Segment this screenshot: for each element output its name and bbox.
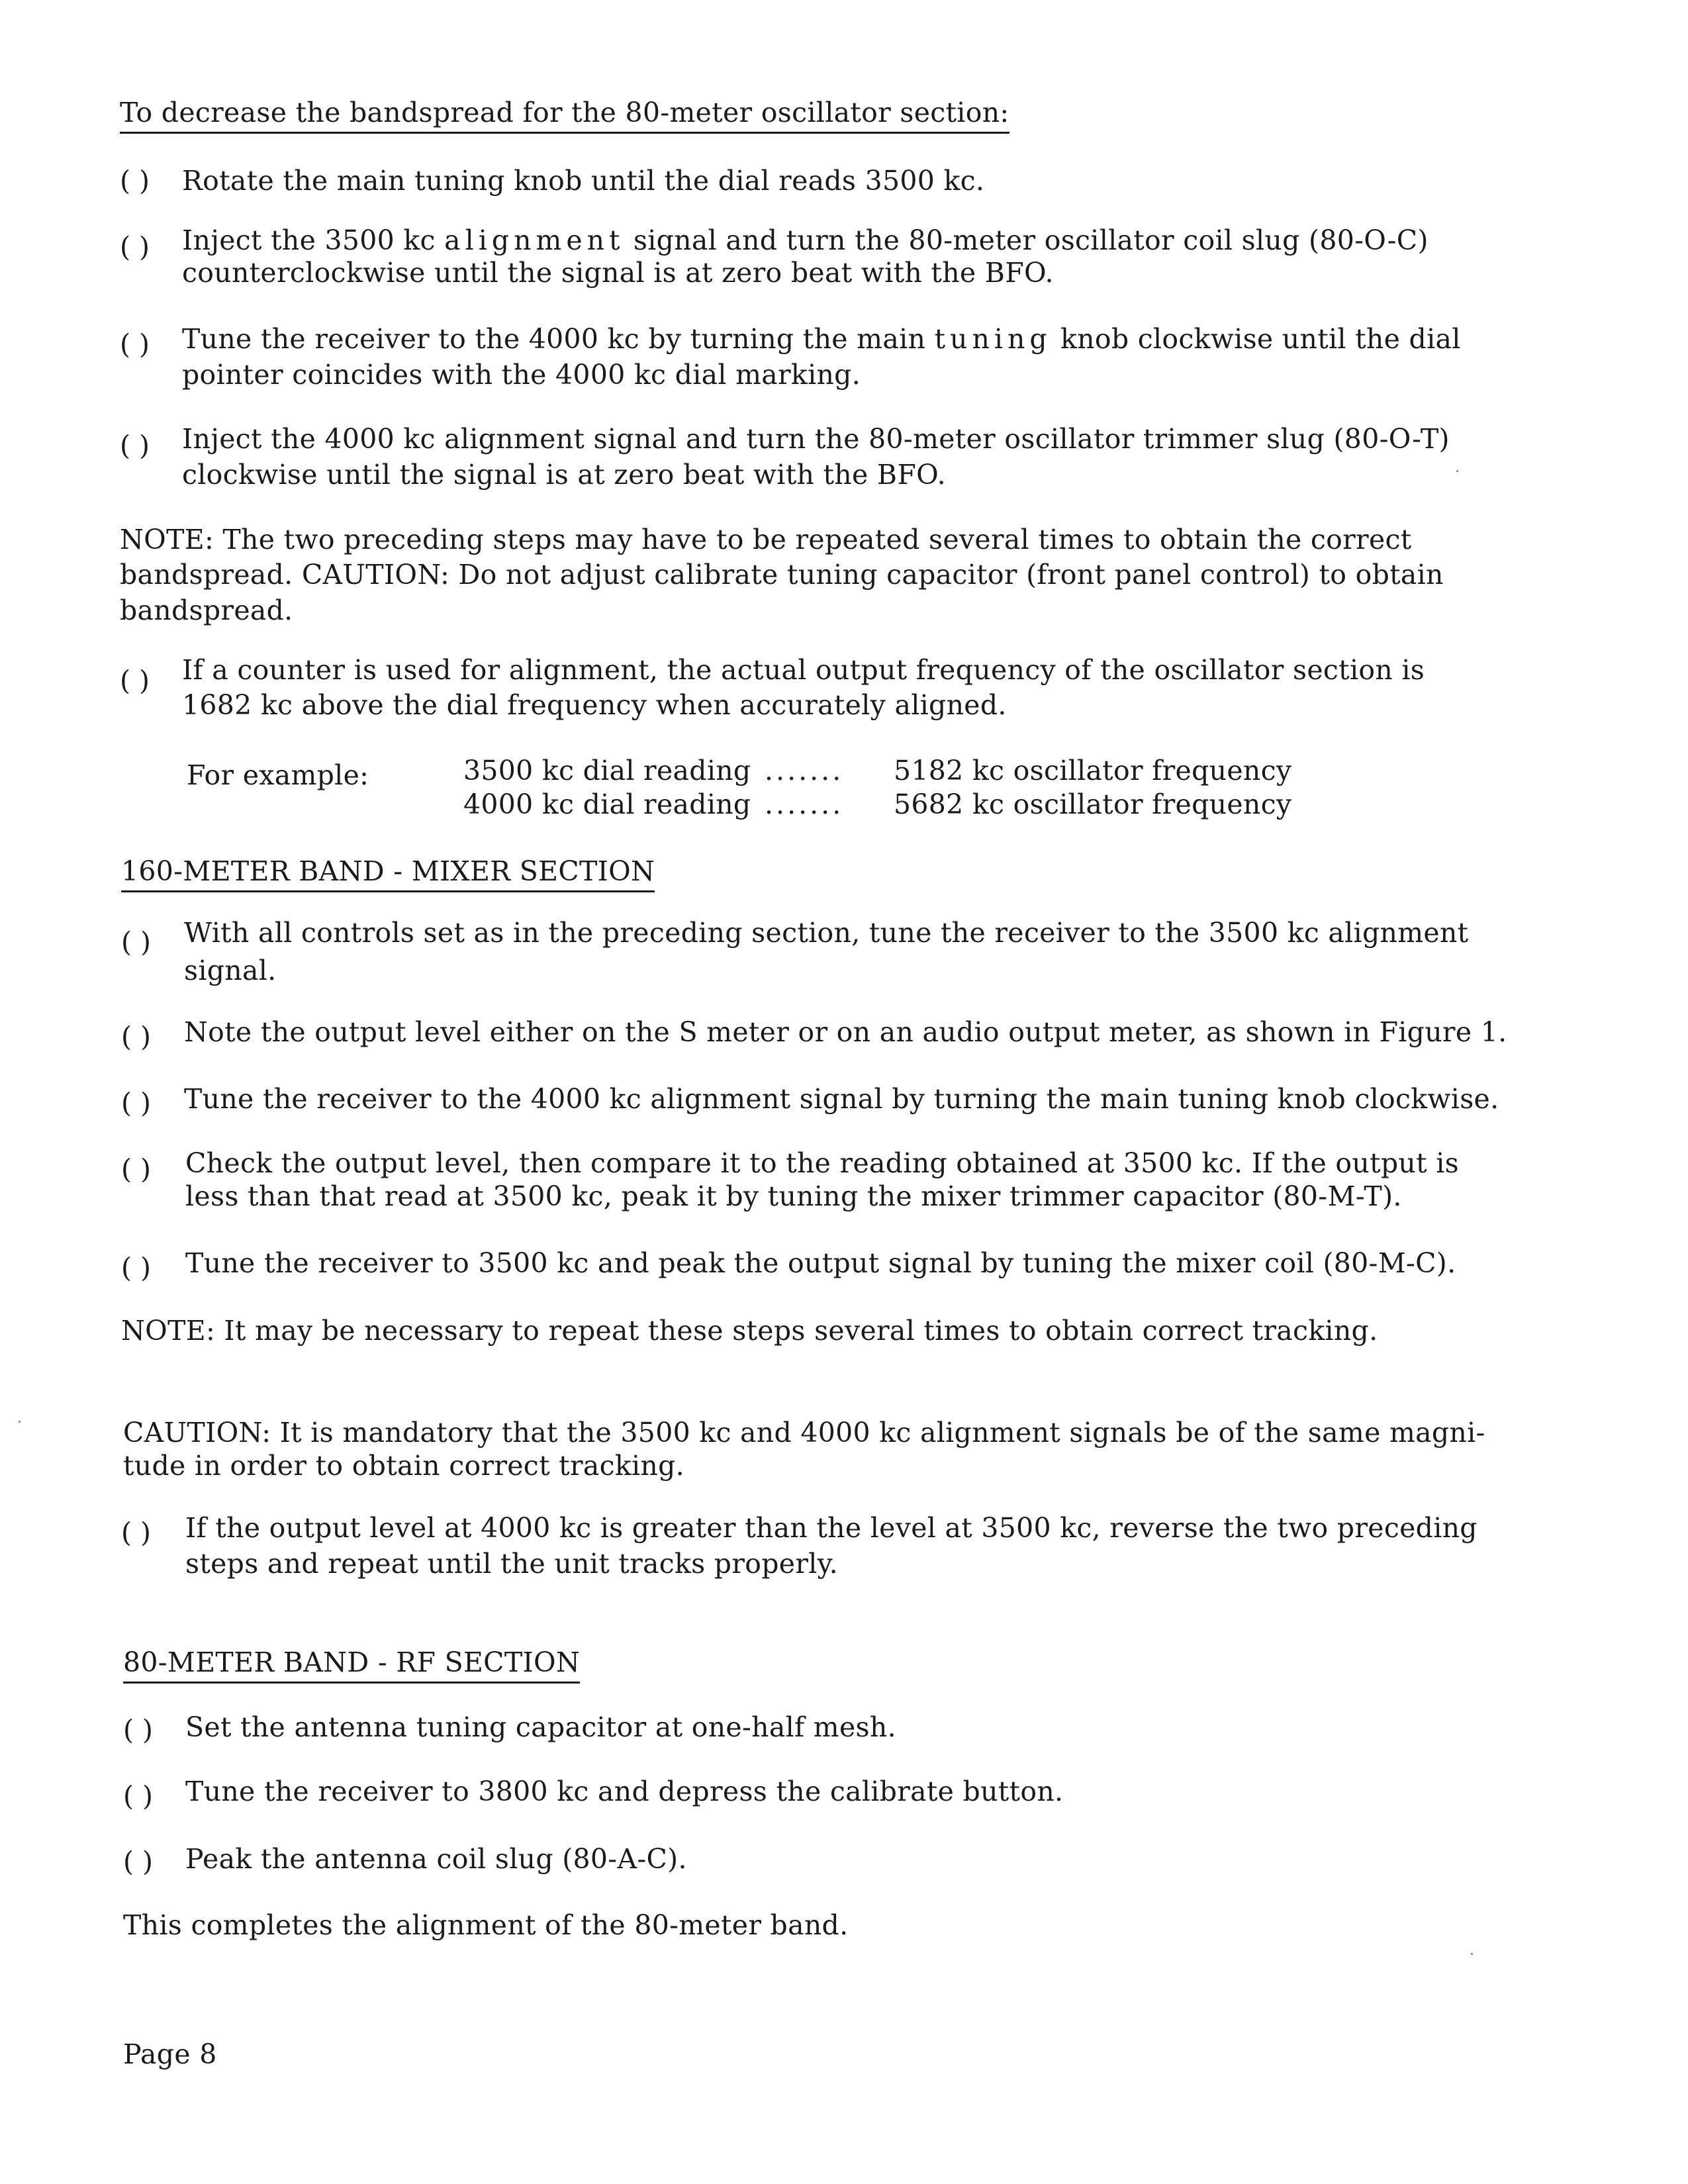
bandspread-note-line-1: NOTE: The two preceding steps may have to be repeated several times to obtain the correct	[120, 524, 1412, 555]
mixer-step-1-line-2: signal.	[184, 955, 277, 986]
rf-step-3: Peak the antenna coil slug (80-A-C).	[185, 1843, 687, 1875]
checkbox[interactable]: ( )	[120, 430, 150, 461]
bandspread-step-2-line-2: counterclockwise until the signal is at zero beat with the BFO.	[182, 257, 1054, 289]
checkbox[interactable]: ( )	[123, 1714, 154, 1746]
mixer-caution-line-2: tude in order to obtain correct tracking.	[123, 1450, 684, 1482]
mixer-step-5: Tune the receiver to 3500 kc and peak the output signal by tuning the mixer coil (80-M-C).	[185, 1247, 1456, 1279]
step-text-spaced: alignment	[444, 224, 625, 256]
checkbox[interactable]: ( )	[121, 1087, 152, 1119]
scan-speck	[19, 1421, 21, 1423]
bandspread-step-1: Rotate the main tuning knob until the dial reads 3500 kc.	[182, 165, 985, 197]
rf-step-2: Tune the receiver to 3800 kc and depress the calibrate button.	[185, 1776, 1064, 1807]
bandspread-step-4-line-2: clockwise until the signal is at zero beat with the BFO.	[182, 459, 946, 491]
mixer-heading: 160-METER BAND - MIXER SECTION	[121, 858, 655, 892]
bandspread-step-5-line-2: 1682 kc above the dial frequency when accurately aligned.	[182, 689, 1007, 721]
example-row-frequency: 5682 kc oscillator frequency	[894, 788, 1292, 820]
bandspread-step-2-line-1	[182, 224, 1429, 256]
bandspread-note-line-2: bandspread. CAUTION: Do not adjust calibrate tuning capacitor (front panel control) to obtain	[120, 559, 1444, 591]
scan-speck	[1456, 470, 1458, 472]
mixer-caution-line-1: CAUTION: It is mandatory that the 3500 kc and 4000 kc alignment signals be of the same magni-	[123, 1417, 1485, 1448]
step-text-spaced: tuning	[934, 323, 1052, 355]
checkbox[interactable]: ( )	[121, 926, 152, 958]
bandspread-heading: To decrease the bandspread for the 80-meter oscillator section:	[120, 99, 1009, 134]
mixer-step-6-line-2: steps and repeat until the unit tracks properly.	[185, 1548, 839, 1580]
mixer-step-2: Note the output level either on the S meter or on an audio output meter, as shown in Figure 1.	[184, 1016, 1507, 1048]
example-row-frequency: 5182 kc oscillator frequency	[894, 755, 1292, 786]
step-text: Inject the 3500 kc	[182, 224, 436, 256]
page-number: Page 8	[123, 2038, 217, 2070]
checkbox[interactable]: ( )	[123, 1780, 154, 1812]
step-text: knob clockwise until the dial	[1060, 323, 1461, 355]
bandspread-note-line-3: bandspread.	[120, 594, 293, 626]
checkbox[interactable]: ( )	[121, 1021, 152, 1053]
mixer-step-4-line-1: Check the output level, then compare it to the reading obtained at 3500 kc. If the output is	[185, 1147, 1459, 1179]
checkbox[interactable]: ( )	[120, 328, 150, 360]
checkbox[interactable]: ( )	[123, 1846, 154, 1877]
checkbox[interactable]: ( )	[121, 1517, 152, 1548]
checkbox[interactable]: ( )	[121, 1153, 152, 1185]
mixer-note: NOTE: It may be necessary to repeat these steps several times to obtain correct tracking.	[121, 1315, 1378, 1347]
checkbox[interactable]: ( )	[120, 165, 150, 197]
mixer-step-1-line-1: With all controls set as in the preceding section, tune the receiver to the 3500 kc alignment	[184, 917, 1469, 949]
rf-closing: This completes the alignment of the 80-meter band.	[123, 1909, 849, 1941]
bandspread-step-4-line-1: Inject the 4000 kc alignment signal and turn the 80-meter oscillator trimmer slug (80-O-T)	[182, 423, 1450, 455]
checkbox[interactable]: ( )	[120, 231, 150, 263]
rf-step-1: Set the antenna tuning capacitor at one-half mesh.	[185, 1711, 896, 1743]
rf-heading: 80-METER BAND - RF SECTION	[123, 1649, 580, 1684]
example-row-dial: 3500 kc dial reading	[463, 755, 751, 786]
bandspread-step-3-line-1	[182, 323, 1461, 355]
mixer-step-3: Tune the receiver to the 4000 kc alignment signal by turning the main tuning knob clockwise.	[184, 1083, 1499, 1115]
bandspread-step-3-line-2: pointer coincides with the 4000 kc dial marking.	[182, 359, 861, 391]
example-row-leader: .......	[765, 755, 844, 786]
example-row-dial: 4000 kc dial reading	[463, 788, 751, 820]
scan-speck	[1471, 1953, 1473, 1955]
step-text: signal and turn the 80-meter oscillator coil slug (80-O-C)	[633, 224, 1429, 256]
step-text: Tune the receiver to the 4000 kc by turning the main	[182, 323, 926, 355]
example-row-leader: .......	[765, 788, 844, 820]
checkbox[interactable]: ( )	[121, 1252, 152, 1284]
mixer-step-6-line-1: If the output level at 4000 kc is greater than the level at 3500 kc, reverse the two preceding	[185, 1512, 1477, 1544]
bandspread-step-5-line-1: If a counter is used for alignment, the actual output frequency of the oscillator section is	[182, 654, 1425, 686]
mixer-step-4-line-2: less than that read at 3500 kc, peak it by tuning the mixer trimmer capacitor (80-M-T).	[185, 1180, 1402, 1212]
checkbox[interactable]: ( )	[120, 665, 150, 696]
example-label: For example:	[187, 759, 369, 791]
